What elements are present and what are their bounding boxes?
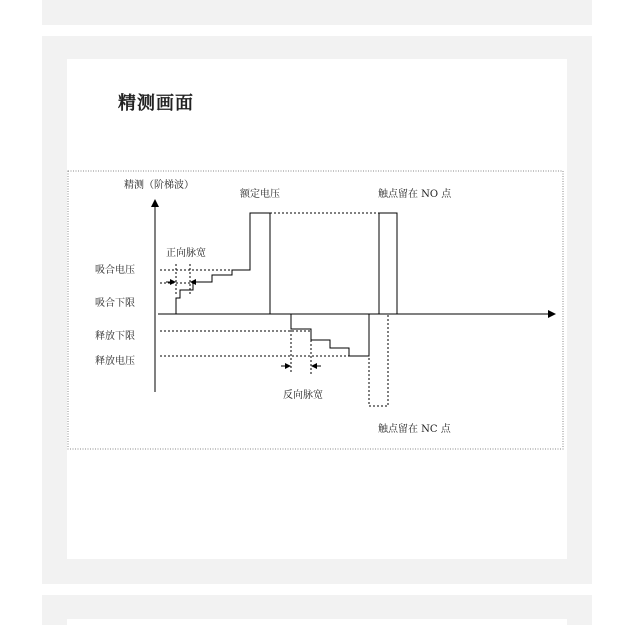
nc-contact-pulse: [369, 314, 388, 406]
release-voltage-label: 释放电压: [95, 356, 135, 367]
release-lower-limit-label: 释放下限: [95, 331, 135, 342]
contact-no-label: 触点留在 NO 点: [378, 189, 452, 200]
y-axis-label: 精测（阶梯波）: [124, 180, 194, 191]
reverse-waveform: [291, 314, 369, 356]
contact-nc-label: 触点留在 NC 点: [378, 424, 451, 435]
page-title: 精测画面: [118, 93, 194, 114]
rated-voltage-label: 额定电压: [240, 189, 280, 200]
no-contact-pulse: [379, 213, 397, 314]
forward-pulse-width-label: 正向脉宽: [166, 248, 206, 259]
forward-waveform: [176, 213, 270, 314]
reverse-pulse-width-label: 反向脉宽: [283, 390, 323, 401]
pickup-lower-limit-label: 吸合下限: [95, 298, 135, 309]
pickup-voltage-label: 吸合电压: [95, 265, 135, 276]
